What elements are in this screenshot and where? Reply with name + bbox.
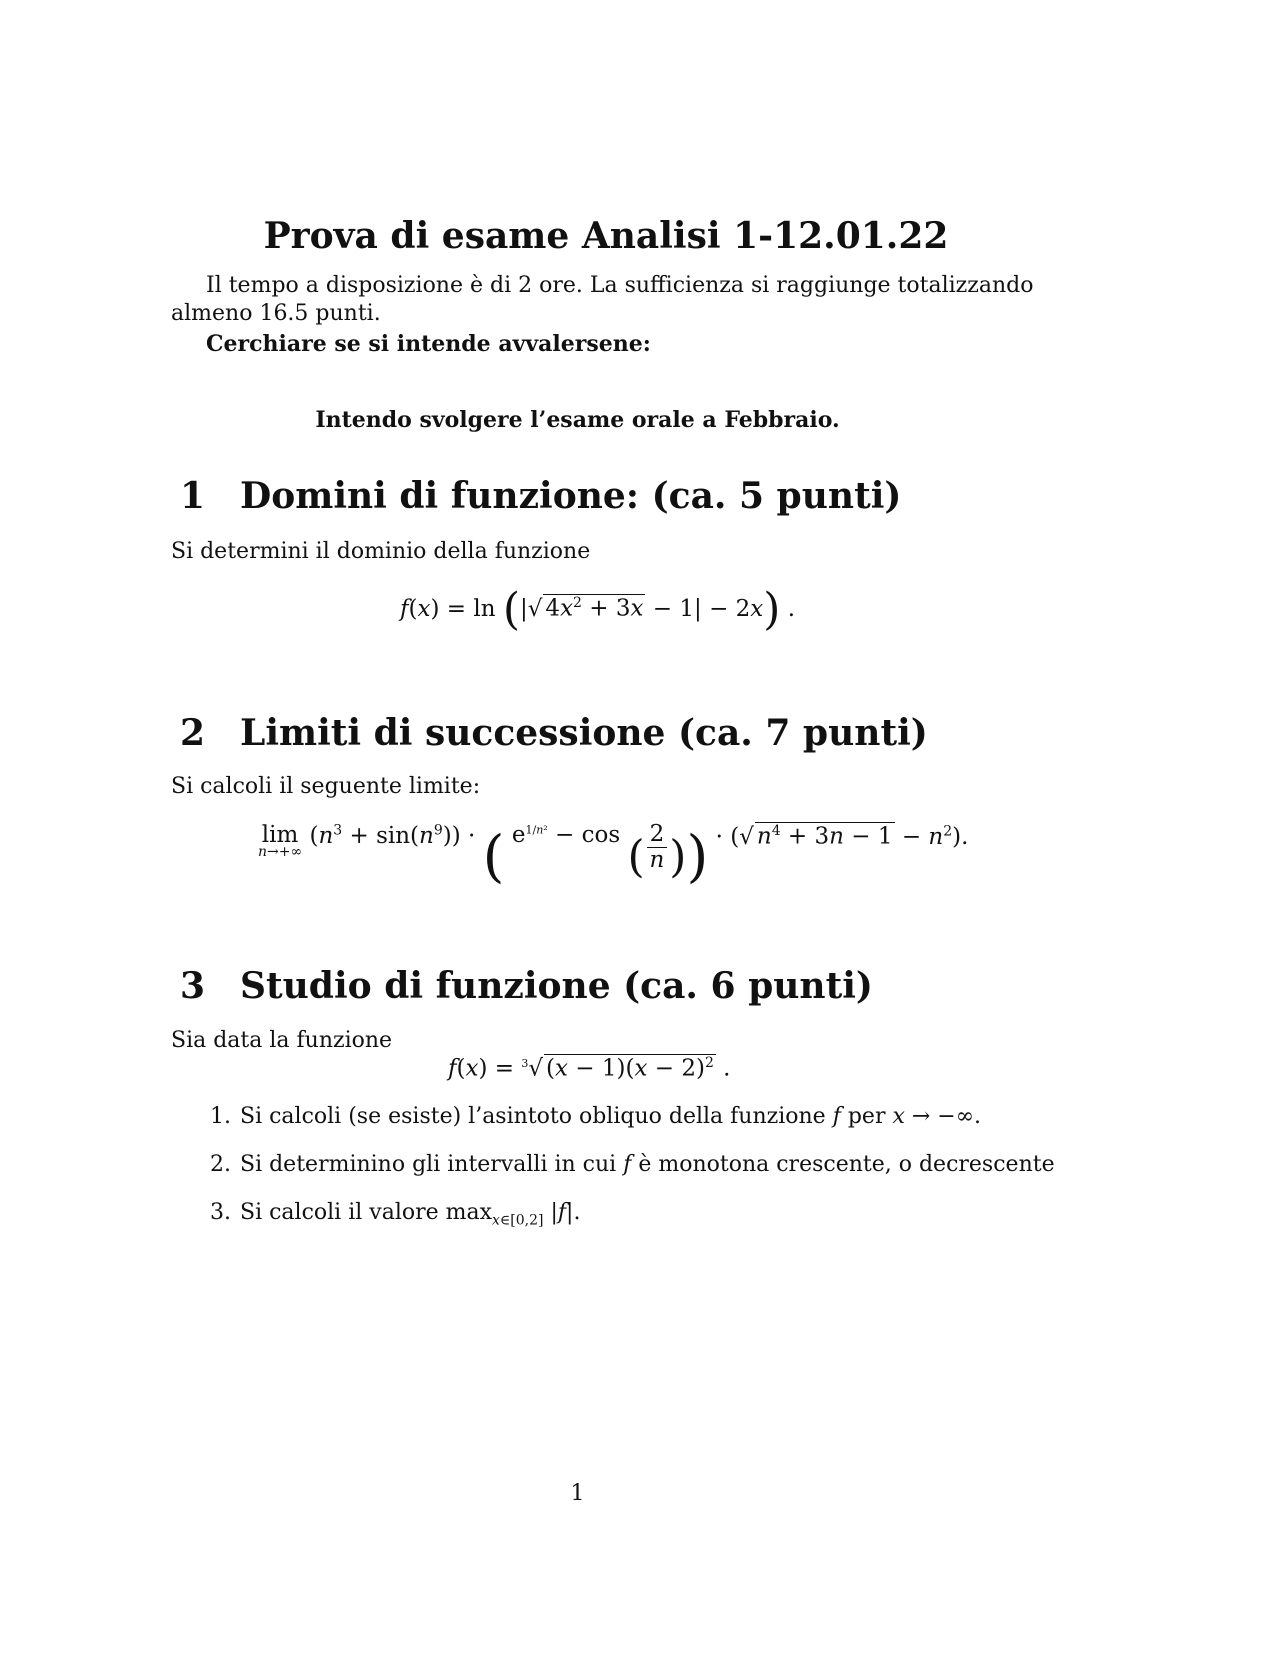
section-3-text: Sia data la funzione [171,1028,393,1053]
section-2-text: Si calcoli il seguente limite: [171,774,481,799]
exam-title: Prova di esame Analisi 1-12.01.22 [263,215,949,257]
list-text: è monotona crescente, o decrescente [631,1152,1055,1177]
list-item: 1. Si calcoli (se esiste) l’asintoto obliquo della funzione f per x → −∞. [210,1104,982,1129]
limit-formula: lim n→+∞ $(n^3 + \sin(n^9))$ · ( $e^{1/n^2} - \cos$ ( $\frac{2}{n}$ )) · (√ $n^4 + 3n - 1 - n^2$). [258,821,969,890]
section-1-text: Si determini il dominio della funzione [171,539,591,564]
section-title: Domini di funzione: (ca. 5 punti) [240,475,902,517]
section-1-heading [180,475,901,517]
list-number: 1. [210,1104,231,1129]
oral-exam-option: Intendo svolgere l’esame orale a Febbraio. [315,407,840,433]
section-title: Limiti di successione (ca. 7 punti) [240,712,928,754]
list-text: per [840,1104,893,1129]
section-number: 1 [180,475,206,517]
section-number: 2 [180,712,206,754]
page-number: 1 [570,1481,585,1506]
list-number: 2. [210,1152,231,1177]
list-number: 3. [210,1200,231,1225]
intro-line-2: almeno 16.5 punti. [171,301,381,326]
section-3-heading [180,965,873,1007]
function-formula: f(x) = $^3$√ $(x - 1)(x - 2)^2$ . [448,1055,731,1082]
section-number: 3 [180,965,206,1007]
list-item: 2. Si determinino gli intervalli in cui f è monotona crescente, o decrescente [210,1152,1055,1177]
check-instruction: Cerchiare se si intende avvalersene: [206,331,651,357]
domain-formula: f(x) = ln (|√ $4x^2 + 3x - 1| - 2x$) . [400,584,796,635]
list-text: Si calcoli (se esiste) l’asintoto obliquo della funzione [240,1104,833,1129]
section-2-heading [180,712,928,754]
list-item: 3. Si calcoli il valore $\max_{x\in[0,2]} |f|$. [210,1200,581,1229]
list-text: Si determinino gli intervalli in cui [240,1152,624,1177]
list-text: Si calcoli il valore max [240,1200,493,1225]
intro-line-1: Il tempo a disposizione è di 2 ore. La sufficienza si raggiunge totalizzando [206,273,1034,298]
section-title: Studio di funzione (ca. 6 punti) [240,965,873,1007]
